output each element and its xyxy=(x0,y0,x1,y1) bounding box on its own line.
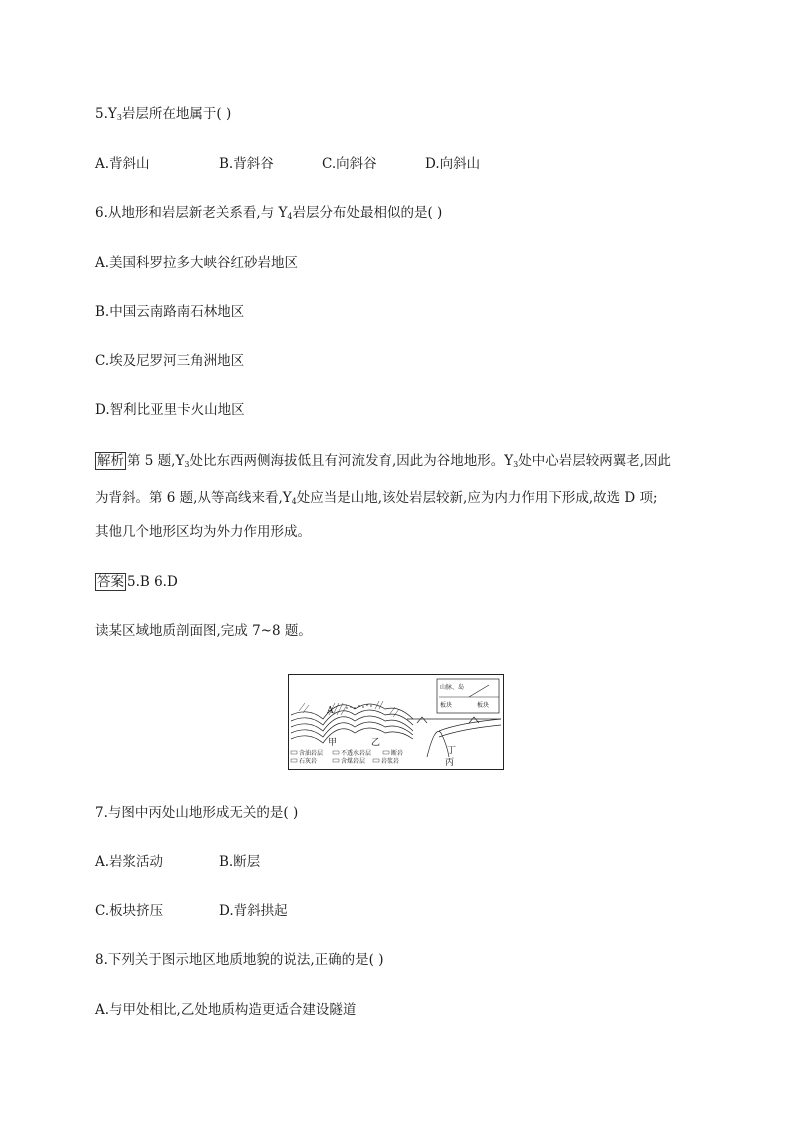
legend-item-5: 含煤岩层 xyxy=(341,758,366,765)
intro-text: 读某区域地质剖面图,完成 7~8 题。 xyxy=(95,623,312,639)
legend-swatch-4 xyxy=(291,759,297,762)
analysis-l2-b: 处应当是山地,该处岩层较新,应为内力作用下形成,故选 D 项; xyxy=(296,490,658,506)
analysis-l1-sub1: 3 xyxy=(184,460,190,469)
q6-stem-sub: 4 xyxy=(287,212,293,221)
q8-option-a: A.与甲处相比,乙处地质构造更适合建设隧道 xyxy=(95,1002,357,1018)
q5-option-b: B.背斜谷 xyxy=(219,156,274,172)
analysis-l1-sub2: 3 xyxy=(513,460,519,469)
analysis-l1-b: 处比东西两侧海拔低且有河流发育,因此为谷地地形。Y xyxy=(189,453,514,469)
plate-lower xyxy=(439,725,501,737)
legend-item-2: 不透水岩层 xyxy=(341,750,372,757)
q7-option-d: D.背斜拱起 xyxy=(219,903,288,919)
label-ding: 丁 xyxy=(447,746,457,756)
label-jia: 甲 xyxy=(328,738,338,748)
inset-text-1: 山脉、岛 xyxy=(440,684,465,691)
legend-item-4: 石灰岩 xyxy=(299,758,318,765)
q6-option-b: B.中国云南路南石林地区 xyxy=(95,304,245,320)
magma-body xyxy=(427,731,449,757)
legend-swatch-3 xyxy=(383,751,389,754)
q5-stem-y: Y xyxy=(107,106,117,122)
q6-option-a: A.美国科罗拉多大峡谷红砂岩地区 xyxy=(95,255,299,271)
analysis-line-1 xyxy=(95,451,671,475)
q7-option-b: B.断层 xyxy=(219,854,261,870)
volcano-marker-1 xyxy=(417,717,427,723)
answer-tag: 答案 xyxy=(97,574,124,590)
legend xyxy=(291,749,403,765)
analysis-l2-a: 为背斜。第 6 题,从等高线来看,Y xyxy=(95,490,292,506)
q6-stem xyxy=(95,203,442,227)
q7-stem: 7.与图中丙处山地形成无关的是( ) xyxy=(95,805,299,821)
q8-stem: 8.下列关于图示地区地质地貌的说法,正确的是( ) xyxy=(95,952,384,968)
legend-swatch-2 xyxy=(333,751,339,754)
analysis-l1-a: 第 5 题,Y xyxy=(127,453,185,469)
q5-stem-sub: 3 xyxy=(116,113,122,122)
folded-strata xyxy=(291,704,413,743)
analysis-tag: 解析 xyxy=(97,453,124,469)
legend-item-6: 岩浆岩 xyxy=(381,758,400,765)
legend-item-3: 断岩 xyxy=(391,750,404,757)
q6-stem-after: 岩层分布处最相似的是( ) xyxy=(292,205,443,221)
q5-stem xyxy=(95,104,231,128)
analysis-l2-sub: 4 xyxy=(291,497,297,506)
geologic-section-svg xyxy=(289,675,503,769)
label-yi: 乙 xyxy=(371,738,381,748)
answer-text: 5.B 6.D xyxy=(127,574,178,590)
geologic-section-figure xyxy=(288,674,504,770)
q6-stem-before: 6.从地形和岩层新老关系看,与 Y xyxy=(95,205,288,221)
q5-option-c: C.向斜谷 xyxy=(322,156,377,172)
q5-number: 5. xyxy=(95,106,108,122)
legend-swatch-5 xyxy=(333,759,339,762)
q6-option-c: C.埃及尼罗河三角洲地区 xyxy=(95,353,245,369)
q7-option-a: A.岩浆活动 xyxy=(95,854,164,870)
legend-swatch-6 xyxy=(373,759,379,762)
q5-option-a: A.背斜山 xyxy=(95,156,150,172)
analysis-line-2 xyxy=(95,488,658,512)
q5-option-d: D.向斜山 xyxy=(425,156,481,172)
legend-swatch-1 xyxy=(291,751,297,754)
inset-text-3: 板块 xyxy=(477,702,490,709)
answer-line xyxy=(95,572,178,592)
q7-option-c: C.板块挤压 xyxy=(95,903,164,919)
q6-option-d: D.智利比亚里卡火山地区 xyxy=(95,402,245,418)
label-a: A xyxy=(327,706,334,716)
inset-text-2: 板块 xyxy=(440,702,453,709)
analysis-line-3: 其他几个地形区均为外力作用形成。 xyxy=(95,524,311,540)
analysis-l1-c: 处中心岩层较两翼老,因此 xyxy=(518,453,672,469)
q5-stem-text: 岩层所在地属于( ) xyxy=(121,106,232,122)
legend-item-1: 含油岩层 xyxy=(299,750,324,757)
label-bing: 丙 xyxy=(445,758,455,768)
